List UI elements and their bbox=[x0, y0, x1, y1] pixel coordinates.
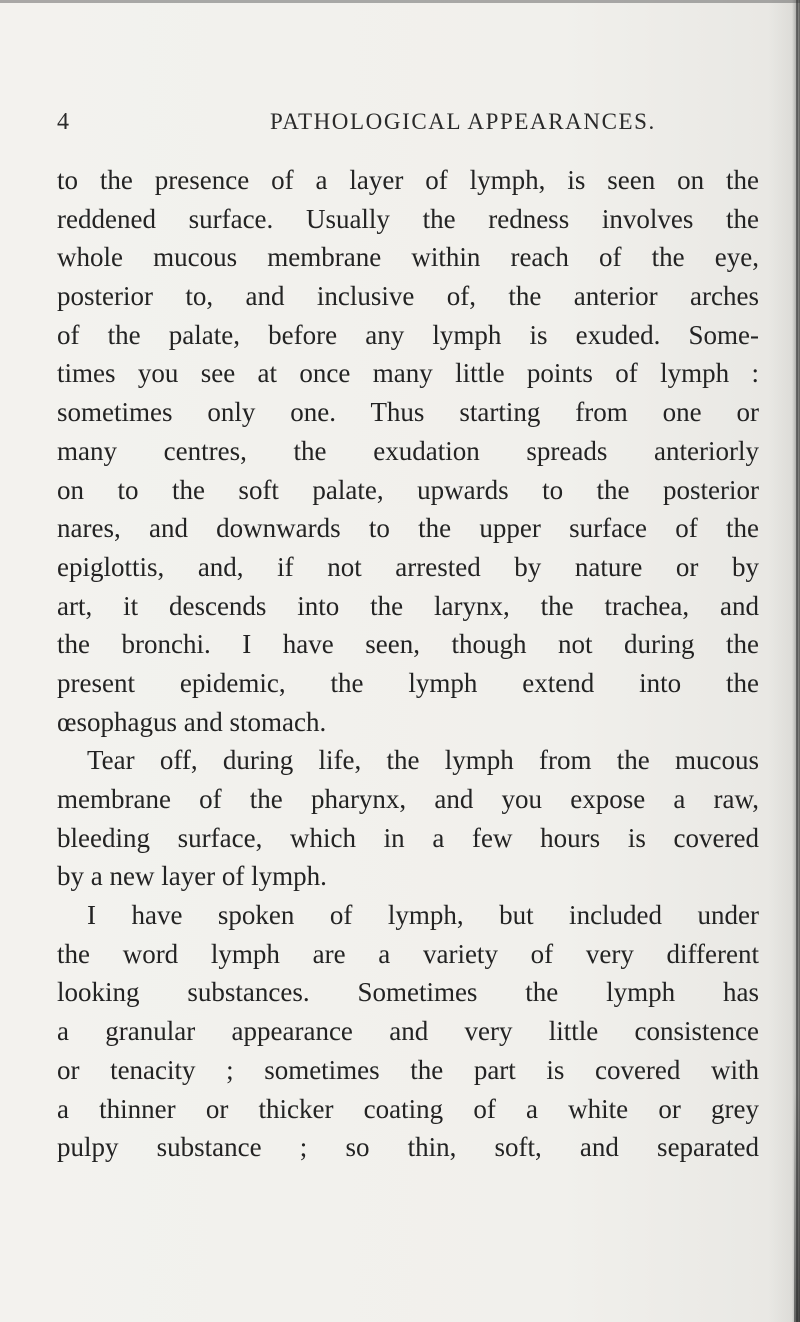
page-header bbox=[57, 108, 757, 142]
text-line: of the palate, before any lymph is exuded. Some- bbox=[57, 319, 759, 350]
text-line: membrane of the pharynx, and you expose a raw, bbox=[57, 784, 759, 814]
text-line: posterior to, and inclusive of, the anterior arches bbox=[57, 281, 759, 312]
page-edge-smudge bbox=[794, 1092, 800, 1322]
text-line: times you see at once many little points of lymph : bbox=[57, 358, 759, 389]
running-head: PATHOLOGICAL APPEARANCES. bbox=[270, 109, 656, 134]
text-line: looking substances. Sometimes the lymph has bbox=[57, 977, 759, 1008]
text-line: pulpy substance ; so thin, soft, and separated bbox=[57, 1132, 759, 1163]
text-line: bleeding surface, which in a few hours is covered bbox=[57, 822, 759, 853]
text-line: to the presence of a layer of lymph, is seen on the bbox=[57, 165, 759, 195]
text-line: epiglottis, and, if not arrested by nature or by bbox=[57, 551, 759, 582]
text-line: the word lymph are a variety of very different bbox=[57, 938, 759, 969]
paragraph-start-line: Tear off, during life, the lymph from the mucous bbox=[87, 745, 759, 776]
top-edge-rule bbox=[0, 0, 800, 3]
text-line: on to the soft palate, upwards to the posterior bbox=[57, 474, 759, 505]
text-line: present epidemic, the lymph extend into the bbox=[57, 667, 759, 698]
body-text bbox=[57, 161, 759, 1167]
paragraph-start-line: I have spoken of lymph, but included under bbox=[87, 900, 759, 931]
text-line: whole mucous membrane within reach of the eye, bbox=[57, 242, 759, 273]
text-line: œsophagus and stomach. bbox=[57, 706, 327, 737]
text-line: nares, and downwards to the upper surface of the bbox=[57, 513, 759, 544]
text-line: by a new layer of lymph. bbox=[57, 861, 327, 892]
text-line: sometimes only one. Thus starting from one or bbox=[57, 397, 759, 428]
text-line: a granular appearance and very little consistence bbox=[57, 1016, 759, 1047]
text-line: reddened surface. Usually the redness involves the bbox=[57, 203, 759, 234]
text-line: the bronchi. I have seen, though not during the bbox=[57, 629, 759, 660]
text-line: many centres, the exudation spreads anteriorly bbox=[57, 435, 759, 466]
page-number: 4 bbox=[57, 109, 69, 135]
text-line: art, it descends into the larynx, the trachea, and bbox=[57, 590, 759, 621]
text-line: or tenacity ; sometimes the part is covered with bbox=[57, 1054, 759, 1085]
text-line: a thinner or thicker coating of a white or grey bbox=[57, 1093, 759, 1124]
